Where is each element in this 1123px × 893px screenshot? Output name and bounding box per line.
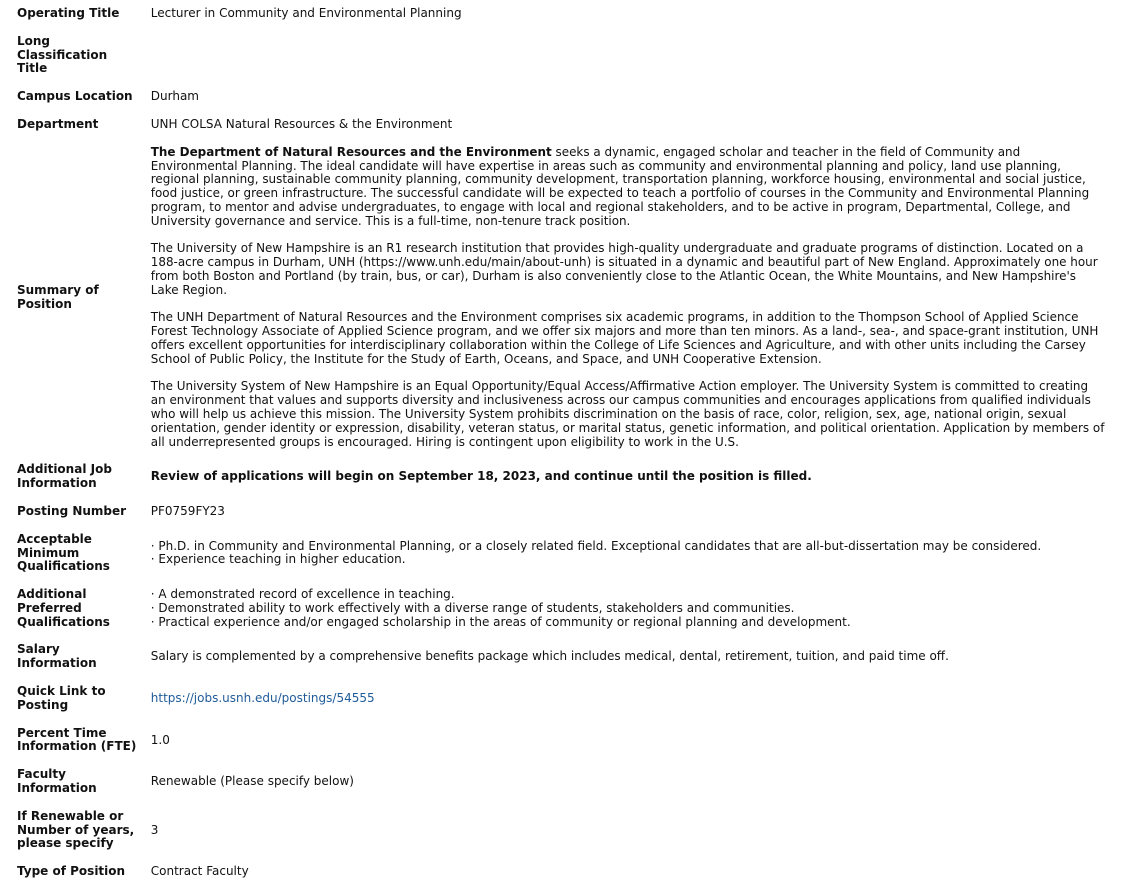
faculty-info-label: Faculty Information bbox=[17, 767, 97, 796]
row-faculty-info bbox=[11, 768, 1111, 796]
quick-link-label: Quick Link to Posting bbox=[17, 684, 106, 712]
department-label: Department bbox=[17, 116, 99, 131]
row-campus-location bbox=[11, 90, 1111, 104]
additional-job-info-label: Additional Job Information bbox=[17, 462, 112, 491]
row-type-of-position bbox=[11, 865, 1111, 879]
pref-quals-value bbox=[145, 588, 1111, 629]
row-renewable-years bbox=[11, 810, 1111, 851]
row-department bbox=[11, 118, 1111, 132]
summary-dept-name: The Department of Natural Resources and the Environment bbox=[150, 144, 552, 159]
posting-number-value: PF0759FY23 bbox=[150, 503, 225, 518]
min-quals-label: Acceptable Minimum Qualifications bbox=[17, 531, 110, 574]
salary-label: Salary Information bbox=[17, 642, 97, 671]
fte-value: 1.0 bbox=[150, 732, 170, 747]
operating-title-label: Operating Title bbox=[17, 6, 120, 20]
min-qual-item: · Experience teaching in higher education. bbox=[150, 552, 406, 567]
summary-label: Summary of Position bbox=[17, 282, 99, 311]
posting-number-label: Posting Number bbox=[17, 503, 127, 518]
type-of-position-value: Contract Faculty bbox=[150, 864, 249, 879]
campus-location-label: Campus Location bbox=[17, 89, 133, 104]
department-value: UNH COLSA Natural Resources & the Environment bbox=[150, 116, 453, 131]
row-min-quals bbox=[11, 533, 1111, 574]
summary-value bbox=[145, 146, 1111, 450]
pref-qual-item: · Practical experience and/or engaged scholarship in the areas of community or regional planning and development. bbox=[150, 614, 851, 629]
row-additional-job-info bbox=[11, 463, 1111, 491]
posting-details-table bbox=[11, 0, 1111, 893]
row-long-classification bbox=[11, 35, 1111, 76]
row-quick-link bbox=[11, 685, 1111, 713]
renewable-years-label: If Renewable or Number of years, please specify bbox=[17, 808, 135, 851]
renewable-years-value: 3 bbox=[150, 822, 159, 837]
summary-paragraph-1 bbox=[151, 146, 1105, 229]
summary-paragraph-1-text: seeks a dynamic, engaged scholar and teacher in the field of Community and Environmental Planning. The ideal candidate will have expertise in areas such as community and environmental planning and policy, land use planning, regional planning, sustainable community planning, community development, transportation planning, workforce housing, environmental and social justice, food justice, or green infrastructure. The successful candidate will be expected to teach a portfolio of courses in the Community and Environmental Planning program, to mentor and advise undergraduates, to engage with local and regional stakeholders, and to be active in program, Departmental, College, and University governance and service. This is a full-time, non-tenure track position. bbox=[150, 144, 1090, 228]
campus-location-value: Durham bbox=[150, 89, 199, 104]
operating-title-value: Lecturer in Community and Environmental Planning bbox=[150, 6, 462, 20]
salary-value: Salary is complemented by a comprehensive benefits package which includes medical, dental, retirement, tuition, and paid time off. bbox=[150, 649, 949, 664]
faculty-info-value: Renewable (Please specify below) bbox=[150, 774, 354, 789]
long-classification-value bbox=[145, 35, 1111, 76]
row-operating-title bbox=[11, 7, 1111, 21]
row-salary bbox=[11, 643, 1111, 671]
row-pref-quals bbox=[11, 588, 1111, 629]
row-fte bbox=[11, 727, 1111, 755]
summary-paragraph-3: The UNH Department of Natural Resources and the Environment comprises six academic programs, in addition to the Thompson School of Applied Science Forest Technology Associate of Applied Science program, and we offer six majors and more than ten minors. As a land-, sea-, and space-grant institution, UNH offers excellent opportunities for interdisciplinary collaboration within the College of Life Sciences and Agriculture, and with other units including the Carsey School of Public Policy, the Institute for the Study of Earth, Oceans, and Space, and UNH Cooperative Extension. bbox=[150, 310, 1099, 366]
additional-job-info-value: Review of applications will begin on September 18, 2023, and continue until the position is filled. bbox=[150, 469, 812, 484]
long-classification-label: Long Classification Title bbox=[17, 33, 108, 76]
summary-paragraph-2: The University of New Hampshire is an R1 research institution that provides high-quality undergraduate and graduate programs of distinction. Located on a 188-acre campus in Durham, UNH (https://www.unh.edu/main/about-unh) is situated in a dynamic and beautiful part of New England. Approximately one hour from both Boston and Portland (by train, bus, or car), Durham is also conveniently close to the Atlantic Ocean, the White Mountains, and New Hampshire's Lake Region. bbox=[150, 241, 1098, 297]
min-qual-item: · Ph.D. in Community and Environmental Planning, or a closely related field. Exceptional candidates that are all-but-dissertation may be considered. bbox=[150, 538, 1042, 553]
min-quals-value bbox=[145, 533, 1111, 574]
type-of-position-label: Type of Position bbox=[17, 864, 126, 879]
pref-qual-item: · A demonstrated record of excellence in teaching. bbox=[150, 587, 455, 602]
pref-quals-label: Additional Preferred Qualifications bbox=[17, 587, 110, 629]
row-posting-number bbox=[11, 505, 1111, 519]
row-summary bbox=[11, 146, 1111, 450]
quick-link-value bbox=[145, 685, 1111, 713]
pref-qual-item: · Demonstrated ability to work effectively with a diverse range of students, stakeholders and communities. bbox=[150, 600, 795, 615]
summary-paragraph-4: The University System of New Hampshire is an Equal Opportunity/Equal Access/Affirmative Action employer. The University System is committed to creating an environment that values and supports diversity and inclusiveness across our campus communities and encourages applications from qualified individuals who will help us achieve this mission. The University System prohibits discrimination on the basis of race, color, religion, sex, age, national origin, sexual orientation, gender identity or expression, disability, veteran status, or marital status, genetic information, and political orientation. Application by members of all underrepresented groups is encouraged. Hiring is contingent upon eligibility to work in the U.S. bbox=[150, 379, 1105, 449]
posting-link[interactable]: https://jobs.usnh.edu/postings/54555 bbox=[150, 690, 375, 705]
fte-label: Percent Time Information (FTE) bbox=[17, 725, 137, 754]
